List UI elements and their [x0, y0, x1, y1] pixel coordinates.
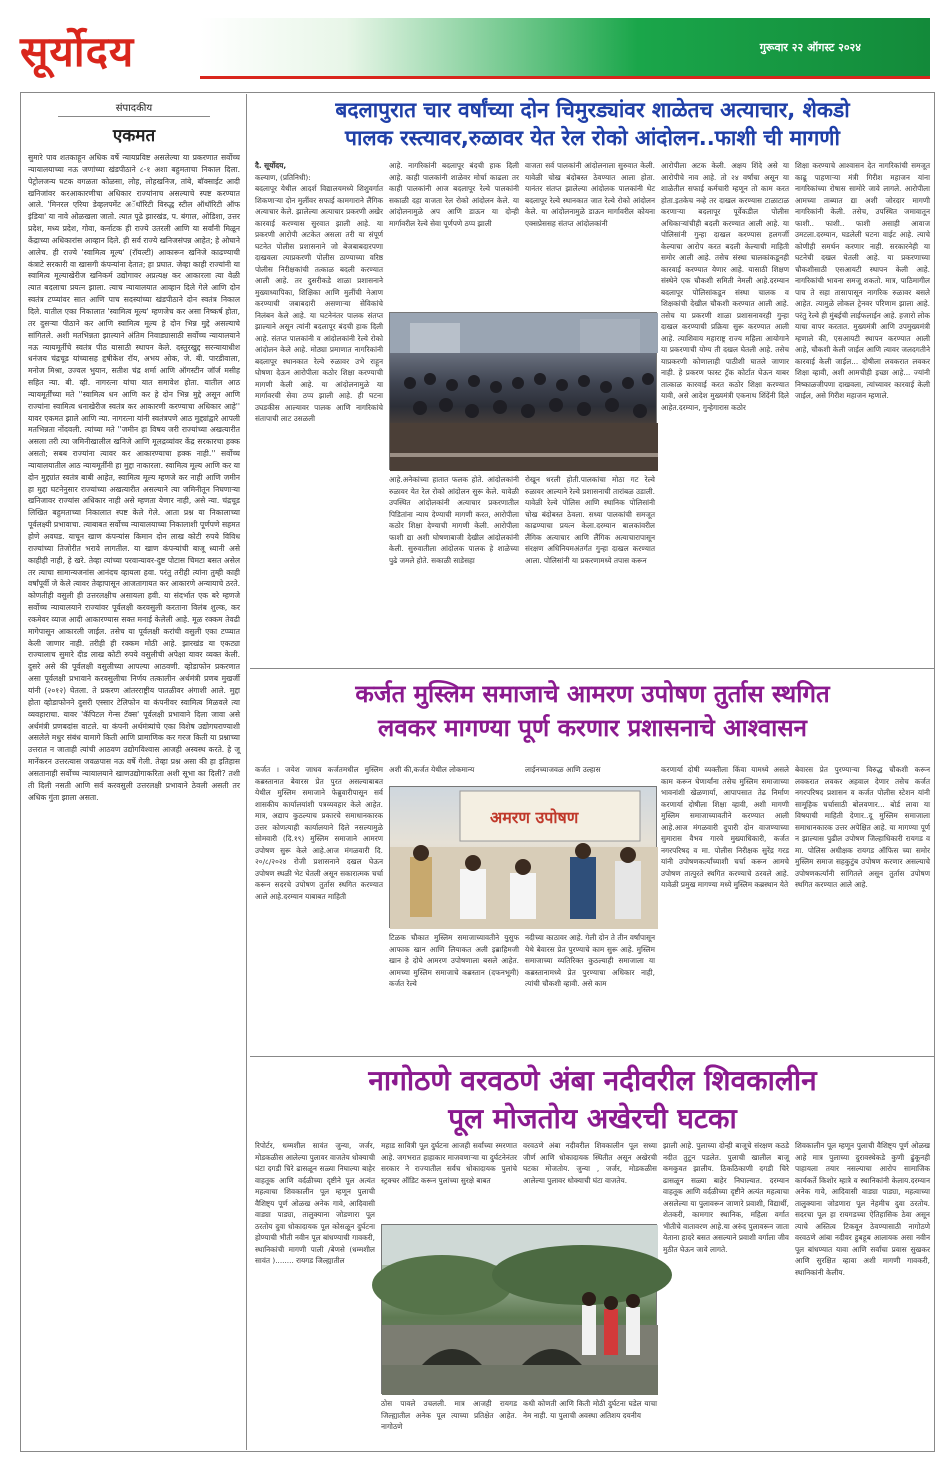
story1-col5: शिक्षा करण्याचे आश्वासन देत नागरिकांची समजूत काढू पाहणाऱ्या मंत्री गिरीश महाजन यांना नागरिकांच्या रोषास सामोरे जावे लागले. आरोपीला आमच्या ताब्यात द्या अशी जोरदार मागणी नागरिकांनी केली. तसेच, उपस्थित जमावातून फाशी.. फाशी.. फाशी असाही आवाज उमटला.दरम्यान, घडलेली घटना वाईट आहे. त्याचे कोणीही समर्थन करणार नाही. सरकारनेही या घटनेची दखल घेतली आहे. या प्रकरणाच्या चौकशीसाठी एसआयटी स्थापन केली आहे. नागरिकांची भावना समजू शकतो. मात्र, पाठिमागील पाच ते सहा तासापासून नागरिक रुळावर बसले आहेत. त्यामुळे लोकल ट्रेनवर परिणाम झाला आहे. परंतु रेल्वे ही मुंबईची लाईफलाईन आहे. हजारो लोक याचा वापर करतात. मुख्यमंत्री आणि उपमुख्यमंत्री म्हणाले की, एसआयटी स्थापन करण्यात आली आहे, चौकशी केली जाईल आणि त्यावर जलदगतीने कारवाई केली जाईल... दोषीला लवकरात लवकर शिक्षा व्हावी, अशी आमचीही इच्छा आहे... ज्यांनी निष्काळजीपणा दाखवला, त्यांच्यावर कारवाई केली जाईल, असे गिरीश महाजन म्हणाले.	[795, 161, 930, 401]
story2-headline-line1: कर्जत मुस्लिम समाजाचे आमरण उपोषण तुर्तास स्थगित	[355, 680, 830, 708]
bridge-photo-illustration	[382, 1225, 658, 1395]
story1-col1-cont	[255, 350, 383, 662]
section-divider-2	[250, 1056, 935, 1057]
story1-protest-photo	[389, 312, 657, 470]
story2-headline-line2: लवकर मागण्या पूर्ण करणार प्रशासनाचे आश्वासन	[378, 713, 807, 742]
story2-lower-col1: टिळक चौकात मुस्लिम समाजाच्यावतीने युसुफ आफाक खान आणि लियाकत अली इब्राहिमजी खान हे दोघे आमरण उपोषणाला बसले आहेत. आमच्या मुस्लिम समाजाचे कब्रस्तान (दफनभूमी) कर्जत रेल्वे	[389, 933, 519, 989]
story1-headline	[255, 96, 930, 153]
story1-headline-line1: बदलापुरात चार वर्षांच्या दोन चिमुरड्यांवर शाळेतच अत्याचार, शेकडो	[335, 98, 850, 122]
story3-headline-line2: पूल मोजतोय अखेरची घटका	[448, 1101, 737, 1135]
story2-col4: करणार्या दोषी व्यक्तीला किंवा यामध्ये असले काम करून घेणार्यांना तसेच मुस्लिम समाजाच्या भावनांशी खेळणार्या, आपापसात तेढ निर्माण करणार्या दोषीला शिक्षा व्हावी, अशी मागणी मुस्लिम समाजाच्यावतीने करण्यात आली आहे.आज मंगळवारी दुपारी दोन वाजण्याच्या सुमारास वैभव गारवे मुख्याधिकारी, कर्जत नगरपरिषद व मा. पोलीस निरीक्षक सुरेंद्र गरड यांनी उपोषणकर्त्यांच्याशी चर्चा करून आमचे उपोषण तात्पुरते स्थगित करण्याचे ठरवले आहे. यावेळी प्रमुख मागण्या मध्ये मुस्लिम कब्रस्थान येते	[661, 765, 789, 890]
story1-dateline: दै. सूर्योदय,	[255, 161, 287, 170]
hunger-strike-photo-illustration	[390, 787, 658, 929]
crowd-photo-illustration	[390, 313, 658, 471]
story1-col4: आरोपीला अटक केली. अक्षय शिंदे असे या आरोपीचे नाव आहे. तो २४ वर्षांचा असून या शाळेतील सफाई कर्मचारी म्हणून तो काम करत होता.इतकेच नव्हे तर दाखल करण्यास टाळाटाळ करणाऱ्या बदलापूर पूर्वेकडील पोलीस अधिकाऱ्यांचीही बदली करण्यात आली आहे. या पोलिसांनी गुन्हा दाखल करण्यास हलगर्जी केल्याचा आरोप करत बदली केल्याची माहिती समोर आली आहे. तसेच संस्था चालकांकडूनही कारवाई करण्यात येणार आहे. यासाठी शिक्षण संस्थेने एक चौकशी समिती नेमली आहे.दरम्यान बदलापूर पोलिसांकडून संस्था चालक व शिक्षकांची देखील चौकशी करण्यात आली आहे. तसेच या प्रकरणी शाळा प्रशासनावरही गुन्हा दाखल करण्याची प्रक्रिया सुरू करण्यात आली आहे. त्याशिवाय महाराष्ट्र राज्य महिला आयोगाने या प्रकरणाची योग्य ती दखल घेतली आहे. तसेच याप्रकरणी कोणालाही पाठीशी घातले जाणार नाही. हे प्रकरण फास्ट ट्रॅक कोर्टात घेऊन याबर तात्काळ कारवाई करत कठोर शिक्षा करण्यात यावी, असे आदेश मुख्यमंत्री एकनाथ शिंदेंनी दिले आहेत.दरम्यान, गुन्हेगारास कठोर	[661, 161, 789, 412]
story2-col3: लाईनच्याजवळ आणि उल्हास	[525, 765, 601, 774]
story1-byline: कल्याण, (प्रतिनिधी):	[255, 172, 311, 182]
editorial-title: एकमत	[112, 126, 156, 146]
story2-col1: कर्जत । जयेश जाधव कर्जतमधील मुस्लिम कब्रस्तानात बेवारस प्रेत पुरत असल्याबाबत येथील मुस्लिम समाजाने फेब्रुवारीपासून सर्व शासकीय कार्यालयांशी पत्रव्यवहार केले आहेत. मात्र, अद्याप कुठल्याच प्रकारचे समाधानकारक उत्तर कोणत्याही कार्यालयाने दिले नसल्यामुळे सोमवारी (दि.१९) मुस्लिम समाजाने आमरण उपोषण सुरू केले आहे.आज मंगळवारी दि. २०/८/२०२४ रोजी प्रशासनाने दखल घेऊन उपोषण स्थळी भेट घेतली असून सकारात्मक चर्चा करून सदरचे उपोषण तुर्तास स्थगित करण्यात आले आहे.दरम्यान याबाबत माहिती	[255, 765, 383, 901]
editorial-column	[22, 94, 247, 1450]
story1-headline-line2: पालक रस्त्यावर,रुळावर येत रेल रोको आंदोलन..फाशी ची मागणी	[345, 126, 840, 151]
masthead-stripe	[200, 76, 930, 79]
issue-date: गुरूवार २२ ऑगस्ट २०२४	[759, 41, 861, 54]
story3-col2: महाड सावित्री पूल दुर्घटना आजही सर्वांच्या स्मरणात आहे. जगभरात हाहाकार माजवणाऱ्या या दुर्घटनेनंतर सरकार ने राज्यातील सर्वच धोकादायक पुलांचे स्ट्रक्चर ऑडिट करून पुलांच्या सुरक्षे बाबत	[381, 1141, 517, 1185]
story3-headline-line1: नागोठणे वरवठणे अंबा नदीवरील शिवकालीन	[368, 1064, 817, 1097]
story2-headline	[255, 678, 930, 745]
story3-bridge-photo	[381, 1224, 657, 1394]
story1-lower-col2: रोखून धरली होती.पालकांचा मोठा गट रेल्वे रुळावर आल्याने रेल्वे प्रशासनाची तारांबळ उडाली. यावेळी रेल्वे पोलिस आणि स्थानिक पोलिसांनी चोख बंदोबस्त ठेवला. सध्या पालकांची समजूत काढण्याचा प्रयत्न केला.दरम्यान बालकांवरील लैंगिक अत्याचार आणि लैंगिक अत्याचारापासून संरक्षण अधिनियमअंतर्गत गुन्हा दाखल करण्यात आला. पोलिसांनी या प्रकरणामध्ये तपास करून	[525, 475, 655, 565]
story3-col3: वरवठणे अंबा नदीवरील शिवकालीन पूल सध्या जीर्ण आणि धोकादायक स्थितीत असून अखेरची घटका मोजतोय. जुन्या , जर्जर, मोडकळीस आलेल्या पुलावर धोक्याची घंटा वाजतेय.	[523, 1141, 657, 1185]
story1-col1-text: बदलापूर येथील आदर्श विद्यालयमध्ये शिशुवर्गात शिकणाऱ्या दोन मुलींवर सफाई कामगाराने लैंगिक अत्याचार केले. झालेल्या अत्याचार प्रकरणी अखेर कारवाई करण्यास सुरवात झाली आहे. या प्रकरणी आरोपी अटकेत असला तरी या संपूर्ण घटनेत पोलीस प्रशासनाने जो बेजबाबदारपणा दाखवला त्याप्रकरणी पोलीस ठाण्याच्या वरिष्ठ पोलीस निरीक्षकांची तत्काळ बदली करण्यात आली आहे. तर दुसरीकडे शाळा प्रशासनाने मुख्याध्यापिका, शिक्षिका आणि मुलींची नेआण करण्याची जबाबदारी असणाऱ्या सेविकांचे निलंबन केले आहे. या घटनेनंतर पालक संतप्त झाल्याने असून त्यांनी बदलापूर बंदची हाक दिली आहे. संतप्त पालकांनी व आंदोलकांनी रेल्वे रोको आंदोलन केले आहे. मोठ्या प्रमाणात नागरिकांनी बदलापूर स्थानकात रेल्वे रुळावर उभे राहून घोषणा देऊन आरोपीला कठोर शिक्षा करण्याची मागणी केली आहे. या आंदोलनामुळे या मार्गावरची सेवा ठप्प झाली आहे. ही घटना उघडकीस आल्यावर पालक आणि नागरिकांचे संतापाची लाट उसळली	[255, 184, 383, 424]
story1-col3: वाजता सर्व पालकांनी आंदोलनाला सुरुवात केली. यावेळी चोख बंदोबस्त ठेवण्यात आला होता. यानंतर संतप्त झालेल्या आंदोलक पालकांनी थेट बदलापूर रेल्वे स्थानकात जात रेल्वे रोको आंदोलन केले. या आंदोलनामुळे डाऊन मार्गावरील कोयना एक्सप्रेससह संतप्त आंदोलकांनी	[525, 161, 655, 228]
banner-text: अमरण उपोषण	[490, 808, 579, 827]
story2-lower-col2: नदीच्या काठावर आहे. गेली दोन ते तीन वर्षांपासून येथे बेवारस प्रेत पुरण्याचे काम सुरू आहे. मुस्लिम समाजाच्या व्यतिरिक्त कुठल्याही समाजाला या कब्रस्तानामध्ये प्रेत पुरण्याचा अधिकार नाही, त्यांची चौकशी व्हावी. असे काम	[525, 933, 655, 989]
story2-col5: बेवारस प्रेत पुरण्याऱ्या विरुद्ध चौकशी करून लवकरात लवकर अहवाल देणार तसेच कर्जत नगरपरिषद प्रशासन व कर्जत पोलीस स्टेशन यांनी सामूहिक चर्चासाठी बोलवणार... बोर्ड लावा या विषयाची माहिती देणार..दू मुस्लिम समाजाला समाधानकारक उत्तर अपेक्षित आहे. या मागण्या पूर्ण न झाल्यास पुढील उपोषण जिल्हाधिकारी रायगड व मा. पोलिस अधीक्षक रायगड ऑफिस च्या समोर मुस्लिम समाज सहकुटुंब उपोषण करणार असल्याचे उपोषणकर्त्यांनी सांगितले असून तुर्तास उपोषण स्थगित करण्यात आले आहे.	[795, 765, 930, 890]
paper-logo: सूर्योदय	[20, 27, 135, 76]
story3-col1: रिपोर्टर, धम्मशील सावंत जुन्या, जर्जर, मोडकळीस आलेल्या पुलावर वाजतेय धोक्याची घंटा दगडी चिरे ढासळून सळ्या निघाल्या बाहेर वाहतूक आणि वर्दळीच्या दृष्टीने पूल अत्यंत महत्वाचा शिवकालीन पूल म्हणून पुलाची वैशिष्ट्य पूर्ण ओळख अनेक गावे, आदिवासी वाड्या पाड्या, तालुक्याना जोडणारा पूल ठरतोय दुवा धोकादायक पूल कोसळून दुर्घटना होण्याची भीती नवीन पूल बांधण्याची गावकरी, स्थानिकांची मागणी पाली /बेणसे (धम्मशील सावंत )........ रायगड जिल्ह्यातील	[255, 1141, 375, 1266]
story2-col2: अशी की,कर्जत येथील लोकमान्य	[389, 765, 475, 774]
story3-lower-col2: कधी कोणती आणि किती मोठी दुर्घटना घडेल याचा नेम नाही. या पुलाची अवस्था अतिशय दयनीय	[523, 1399, 657, 1420]
story2-meeting-photo	[389, 786, 657, 928]
story1-col2: आहे. नागरिकांनी बदलापूर बंदची हाक दिली आहे. काही पालकांनी शाळेवर मोर्चा काढला तर काही पालकांनी आज बदलापूर रेल्वे पालकांनी सकाळी दहा वाजता रेल रोको आंदोलन केले. या आंदोलनामुळे अप आणि डाऊन या दोन्ही मार्गावरील रेल्वे सेवा पूर्णपणे ठप्प झाली	[389, 161, 519, 228]
story3-col4: झाली आहे. पुलाच्या दोन्ही बाजूचे संरक्षण कठडे नदीत तुटून पडलेत. पुलाची खालील बाजू कमकुवत झालीय. ठिकठिकाणी दगडी चिरे ढासळून सळ्या बाहेर निघाल्यात. दरम्यान वाहतूक आणि वर्दळीच्या दृष्टीने अत्यंत महत्वाचा असलेल्या या पुलावरून जाणारे प्रवाशी, विद्यार्थी, शेतकरी, कामगार स्थानिक, महिला वर्गात भीतीचे वातावरण आहे.या अरुंद पुलावरून जाता येताना हादरे बसत असल्याने प्रवाशी वर्गाला जीव मुठीत घेऊन जावे लागते.	[663, 1141, 789, 1254]
section-divider-1	[250, 668, 935, 669]
editorial-body: सुमारे पाव शतकाहून अधिक वर्षे न्यायप्रविष्ट असलेल्या या प्रकरणात सर्वोच्च न्यायालयाच्या नऊ जणांच्या खंडपीठाने ८-१ अशा बहुमताचा निकाल दिला. पेट्रोलजन्य घटक वगळता कोळसा, लोह, लोहखनिज, तांबे, बॉक्साईट आदी खनिजांवर करआकारणीचा अधिकार राज्यांनाच असल्याचे स्पष्ट करण्यात आले. 'मिनरल एरिया डेव्हलपमेंट अॅथॉरिटी विरुद्ध स्टील ऑथॉरिटी ऑफ इंडिया' या नावे ओळखला जातो. त्यात पूढे झारखंड, प. बंगाल, ओडिशा, उत्तर प्रदेश, मध्य प्रदेश, गोवा, कर्नाटक ही राज्ये उतरली आणि या सर्वांनी मिळून केंद्राच्या अधिकारांस आव्हान दिले. ही सर्व राज्ये खनिजसंपन्न आहेत; हे ओघाने आलेच. ही राज्ये 'स्वामित्व मूल्य' (रॉयल्टी) आकारून खनिजे काढण्याची कंत्राटे सरकारी वा खासगी कंपन्यांना देतात; हा प्रघात. जेव्हा काही राज्यांनी या स्वामित्व मूल्याखेरीज खनिकर्म उद्योगावर अप्रत्यक्ष कर आकारला त्या वेळी त्यात बदलाचा प्रयत्न झाला. त्याच न्यायालयात आव्हान दिले गेले आणि दोन स्वतंत्र टप्प्यांवर सात आणि पाच सदस्यांच्या खंडपीठाने दोन स्वतंत्र निकाल दिले. यातील एका निकालात 'स्वामित्व मूल्य' म्हणजेच कर असा निष्कर्ष होता, तर दुसऱ्या पीठाने कर आणि स्वामित्व मूल्य हे दोन भिन्न मुद्दे असल्याचे सांगितले. अशी मतभिन्नता झाल्याने अंतिम निवाड्यासाठी सर्वोच्च न्यायालयाने नऊ न्यायमूर्तीचे स्वतंत्र पीठ यासाठी स्थापन केले. दस्तुरखुद्द सरन्यायाधीश धनंजय चंद्रचूड यांच्यासह हृषीकेश रॉय, अभय ओक, जे. बी. पारडीवाला, मनोज मिश्रा, उज्वल भुयान, सतीश चंद्र शर्मा आणि ऑगस्टीन जॉर्ज मसीह सहित न्या. बी. व्ही. नागरत्ना यांचा यात समावेश होता. यातील आठ न्यायमूर्तींच्या मते ''स्वामित्व धन आणि कर हे दोन भिन्न मुद्दे असून आणि राज्यांना स्वामित्व धनाखेरीज स्वतंत्र कर आकारणी करण्याचा अधिकार आहे'' यावर एकमत झाले आणि न्या. नागरत्ना यांनी स्वतंत्रपणे आठ मुद्द्यांद्वारे आपली मतभिन्नता नोंदवली. त्यांच्या मते ''जमीन हा विषय जरी राज्यांच्या अखत्यारीत असला तरी त्या जमिनीखालील खनिजे आणि मूलद्रव्यांवर केंद्र सरकारचा हक्क असतो; सबब राज्यांना त्यावर कर आकारण्याचा हक्क नाही.'' सर्वोच्च न्यायालयातील आठ न्यायमूर्तींनी हा मुद्दा नाकारला. स्वामित्व मूल्य आणि कर या दोन मुद्द्यांत स्वतंत्र बाबी आहेत, स्वामित्व मूल्य म्हणजे कर नाही आणि जमीन हा मुद्दा घटनेनुसार राज्यांच्या अखत्यारीत असल्याने त्या जमिनीतून निघणाऱ्या खनिजावर राज्यांस अधिकार नाही असे म्हणता येणार नाही, असे न्या. चंद्रचूड लिखित बहुमताच्या निकालात स्पष्ट केले गेले. आता प्रश्न या निकालाच्या पूर्वलक्ष्यी प्रभावाचा. त्याबाबत सर्वोच्च न्यायालयाच्या निकालाशी पूर्णपणे सहमत होणे अवघड. याचून खाण कंपन्यांस किमान दोन लाख कोटी रुपये विविध राज्यांच्या तिजोरीत भरावे लागतील. या खाण कंपन्यांची बाजू ध्यानी असे काहीही नाही, हे खरे. तेव्हा त्यांच्या परवान्यावर-दुष्ट पोटास चिमटा बसत असेल तर त्याचा सामान्यजनांस आनंदच व्हायला हवा. परंतु तरीही त्यांना तुम्ही काही वर्षांपूर्वी जे केले त्यावर तेव्हापासून आजतागायत कर आकारणे अन्यायाचे ठरते. कोणतीही वसुली ही उत्तरलक्षीच असायला हवी. या संदर्भात एक बरे म्हणजे सर्वोच्च न्यायालयाने राज्यांवर पूर्वलक्षी करवसुली करताना विलंब शुल्क, कर रकमेवर व्याज आदी आकारण्यास सक्त मनाई केलेली आहे. मूळ रक्कम तेवढी मागेपासून आकारली जाईल. तसेच या पूर्वलक्षी करांची वसुली एका टप्प्यात केली जाणार नाही. तरीही ही रक्कम मोठी आहे. झारखंड या एकट्या राज्यालाच सुमारे दीड लाख कोटी रुपये वसुलीची अपेक्षा यावर व्यक्त केली. दुसरे असे की पूर्वलक्षी वसुलीच्या आपल्या आठवणी. व्होडाफोन प्रकरणात असा पूर्वलक्षी प्रभावाने करवसुलीचा निर्णय तत्कालीन अर्थमंत्री प्रणब मुखर्जी यांनी (२०१२) घेतला. ते प्रकरण आंतरराष्ट्रीय पातळीवर अंगाशी आले. मुद्दा होता व्होडाफोनने दुसरी एस्सार टेलिफोन या कंपनीवर स्वामित्व मिळवले त्या व्यवहाराचा. यावर 'कॅपिटल गेन्स टॅक्स' पूर्वलक्षी प्रभावाने दिला जावा असे अर्थमंत्री प्रणबदांस वाटले. या कंपनी अर्थमंत्र्यांचे एका विशेष उद्योगघराण्याशी असलेले मधुर संबंध यामागे किती आणि प्रामाणिक कर गरज किती या प्रश्नाच्या उत्तरात न जाताही त्यांची आठवण उद्योगविश्वास आजही अस्वस्थ करते. हे जू मानेंकरन उत्तरत्यास जवळपास नऊ वर्षे गेली. तेव्हा प्रश्न असा की हा इतिहास असतानाही सर्वोच्च न्यायालयाने खाणउद्योगाकरिता अशी सूभा का दिली? तशी ती दिली नसती आणि सर्व करवसुली उत्तरलक्षी प्रभावाने ठेवली असती तर अधिक गुंता झाला असता.	[28, 153, 240, 802]
story3-headline	[255, 1062, 930, 1138]
editorial-kicker: संपादकीय	[58, 98, 210, 117]
masthead	[0, 0, 945, 90]
story1-lower-col1: आहे.अनेकांच्या हातात फलक होते. आंदोलकांनी रुळावर येत रेल रोको आंदोलन सुरू केले. यावेळी उपस्थित आंदोलकांनी अत्याचार प्रकरणातील पिडितांना न्याय देण्याची मागणी करत, आरोपीला कठोर शिक्षा देण्याची मागणी केली. आरोपीला फाशी द्या अशी घोषणाबाजी देखील आंदोलकांनी केली. सुरुवातीला आंदोलक पालक हे शाळेच्या पुढे जमले होते. सकाळी साडेसहा	[389, 475, 519, 565]
story3-lower-col1: ठोस पावले उचलली. मात्र आजही रायगड जिल्ह्यातील अनेक पूल त्याच्या प्रतिक्षेत आहेत. नागोठणे	[381, 1399, 517, 1432]
story3-col5: शिवकालीन पूल म्हणून पुलाची वैशिष्ट्य पूर्ण ओळख आहे मात्र पुलाच्या दुरावस्थेकडे कुणी ढुंकूनही पाहायला तयार नसल्याचा आरोप सामाजिक कार्यकर्ते किशोर म्हात्रे व स्थानिकांनी केलाय.दरम्यान अनेक गावे, आदिवासी वाड्या पाड्या, महत्वाच्या तालुक्याना जोडणारा पूल नेहमीच दुवा ठरतोय. सदरचा पूल हा रायगडच्या ऐतिहासिक ठेवा असून त्याचे अस्तित्व टिकवून ठेवण्यासाठी नागोठणे वरवठणे आंबा नदीवर हुबहूब आलायक असा नवीन पूल बांधण्यात यावा आणि सर्वांचा प्रवास सुखकर आणि सुरक्षित व्हावा अशी मागणी गावकरी, स्थानिकांनी केलीय.	[795, 1141, 930, 1277]
story1-col1	[255, 160, 383, 424]
